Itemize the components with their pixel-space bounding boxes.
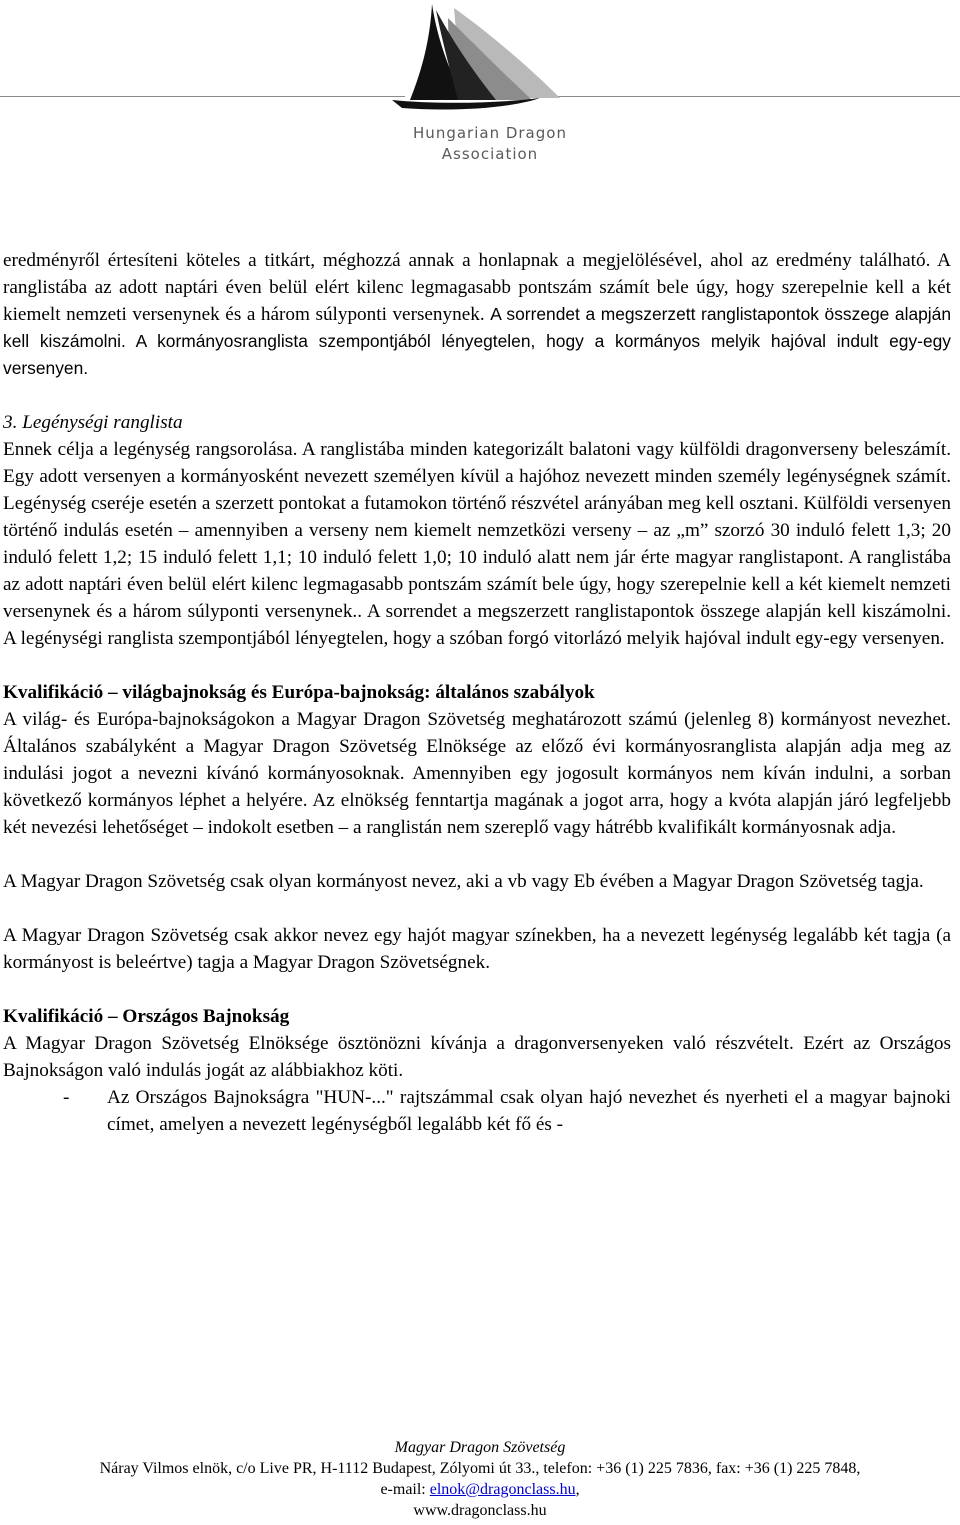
paragraph-text: eredményről értesíteni köteles a titkárt, méghozzá annak a honlapnak a megjelölésével, ahol az eredmény található. A ranglistába az adott naptári éven belül elért kilenc legmagasabb pontszám számít bele úgy, hogy szerepelnie kell a két kiemelt nemzeti versenynek és a három súlyponti versenynek. — [3, 250, 951, 325]
paragraph: A Magyar Dragon Szövetség csak olyan kormányost nevez, aki a vb vagy Eb évében a Magyar Dragon Szövetség tagja. — [3, 871, 924, 892]
paragraph — [3, 247, 951, 382]
header-rule-left — [0, 96, 405, 97]
logo-text-line1: Hungarian Dragon — [413, 124, 567, 142]
section-heading: 3. Legénységi ranglista — [3, 412, 183, 433]
list-item-text: Az Országos Bajnokságra "HUN-..." rajtszámmal csak olyan hajó nevezhet és nyerheti el a magyar bajnoki címet, amelyen a nevezett legénységből legalább két fő és - — [107, 1087, 951, 1135]
header-rule-right — [525, 96, 960, 97]
footer-email-link[interactable]: elnok@dragonclass.hu — [429, 1481, 576, 1498]
section-heading: Kvalifikáció – világbajnokság és Európa-bajnokság: általános szabályok — [3, 682, 595, 703]
bullet-list — [3, 1084, 951, 1138]
paragraph-text-sans: A sorrendet a megszerzett ranglistapontok összege alapján kell kiszámolni. A kormányosranglista szempontjából lényegtelen, hogy a kormányos melyik hajóval indult egy-egy versenyen. — [3, 304, 952, 378]
footer-email-suffix: , — [575, 1481, 580, 1498]
footer-email-prefix: e-mail: — [380, 1481, 430, 1498]
sail-logo-icon — [392, 0, 577, 120]
paragraph: A világ- és Európa-bajnokságokon a Magyar Dragon Szövetség meghatározott számú (jelenleg 8) kormányost nevezhet. Általános szabályként a Magyar Dragon Szövetség Elnöksége az előző évi kormányosranglista alapján adja meg az indulási jogot a nevezni kívánó kormányosoknak. Amennyiben egy jogosult kormányos nem kíván indulni, a sorban következő kormányos léphet a helyére. Az elnökség fenntartja magának a jogot arra, hogy a kvóta alapján járó legfeljebb két nevezési lehetőséget – indokolt esetben – a ranglistán nem szereplő vagy hátrébb kvalifikált kormányosnak adja. — [3, 709, 951, 838]
footer-org-name: Magyar Dragon Szövetség — [394, 1439, 566, 1456]
page-header — [0, 0, 960, 175]
footer-website: www.dragonclass.hu — [413, 1502, 547, 1519]
footer-email-line — [0, 1479, 960, 1500]
section-heading: Kvalifikáció – Országos Bajnokság — [3, 1006, 290, 1027]
page-footer — [0, 1437, 960, 1521]
dash-marker: - — [63, 1087, 70, 1108]
list-item — [63, 1084, 951, 1138]
paragraph: A Magyar Dragon Szövetség Elnöksége ösztönözni kívánja a dragonversenyeken való részvételt. Ezért az Országos Bajnokságon való indulás jogát az alábbiakhoz köti. — [3, 1033, 951, 1081]
document-body — [3, 247, 951, 1138]
logo-text-line2: Association — [441, 145, 539, 163]
paragraph: A Magyar Dragon Szövetség csak akkor nevez egy hajót magyar színekben, ha a nevezett legénység legalább két tagja (a kormányost is beleértve) tagja a Magyar Dragon Szövetségnek. — [3, 925, 951, 973]
footer-address: Náray Vilmos elnök, c/o Live PR, H-1112 Budapest, Zólyomi út 33., telefon: +36 (1) 225 7836, fax: +36 (1) 225 7848, — [99, 1460, 861, 1477]
paragraph: Ennek célja a legénység rangsorolása. A ranglistába minden kategorizált balatoni vagy külföldi dragonverseny beleszámít. Egy adott versenyen a kormányosként nevezett személyen kívül a hajóhoz nevezett minden személy legénységnek számít. Legénység cseréje esetén a szerzett pontokat a futamokon történő részvétel arányában meg kell osztani. Külföldi versenyen történő indulás esetén – amennyiben a verseny nem kiemelt nemzetközi verseny – az „m” szorzó 30 induló felett 1,3; 20 induló felett 1,2; 15 induló felett 1,1; 10 induló felett 1,0; 10 induló alatt nem jár érte magyar ranglistapont. A ranglistába az adott naptári éven belül elért kilenc legmagasabb pontszám számít bele úgy, hogy szerepelnie kell a két kiemelt nemzeti versenynek és a három súlyponti versenynek.. A sorrendet a megszerzett ranglistapontok összege alapján kell kiszámolni. A legénységi ranglista szempontjából lényegtelen, hogy a szóban forgó vitorlázó melyik hajóval indult egy-egy versenyen. — [3, 439, 951, 649]
